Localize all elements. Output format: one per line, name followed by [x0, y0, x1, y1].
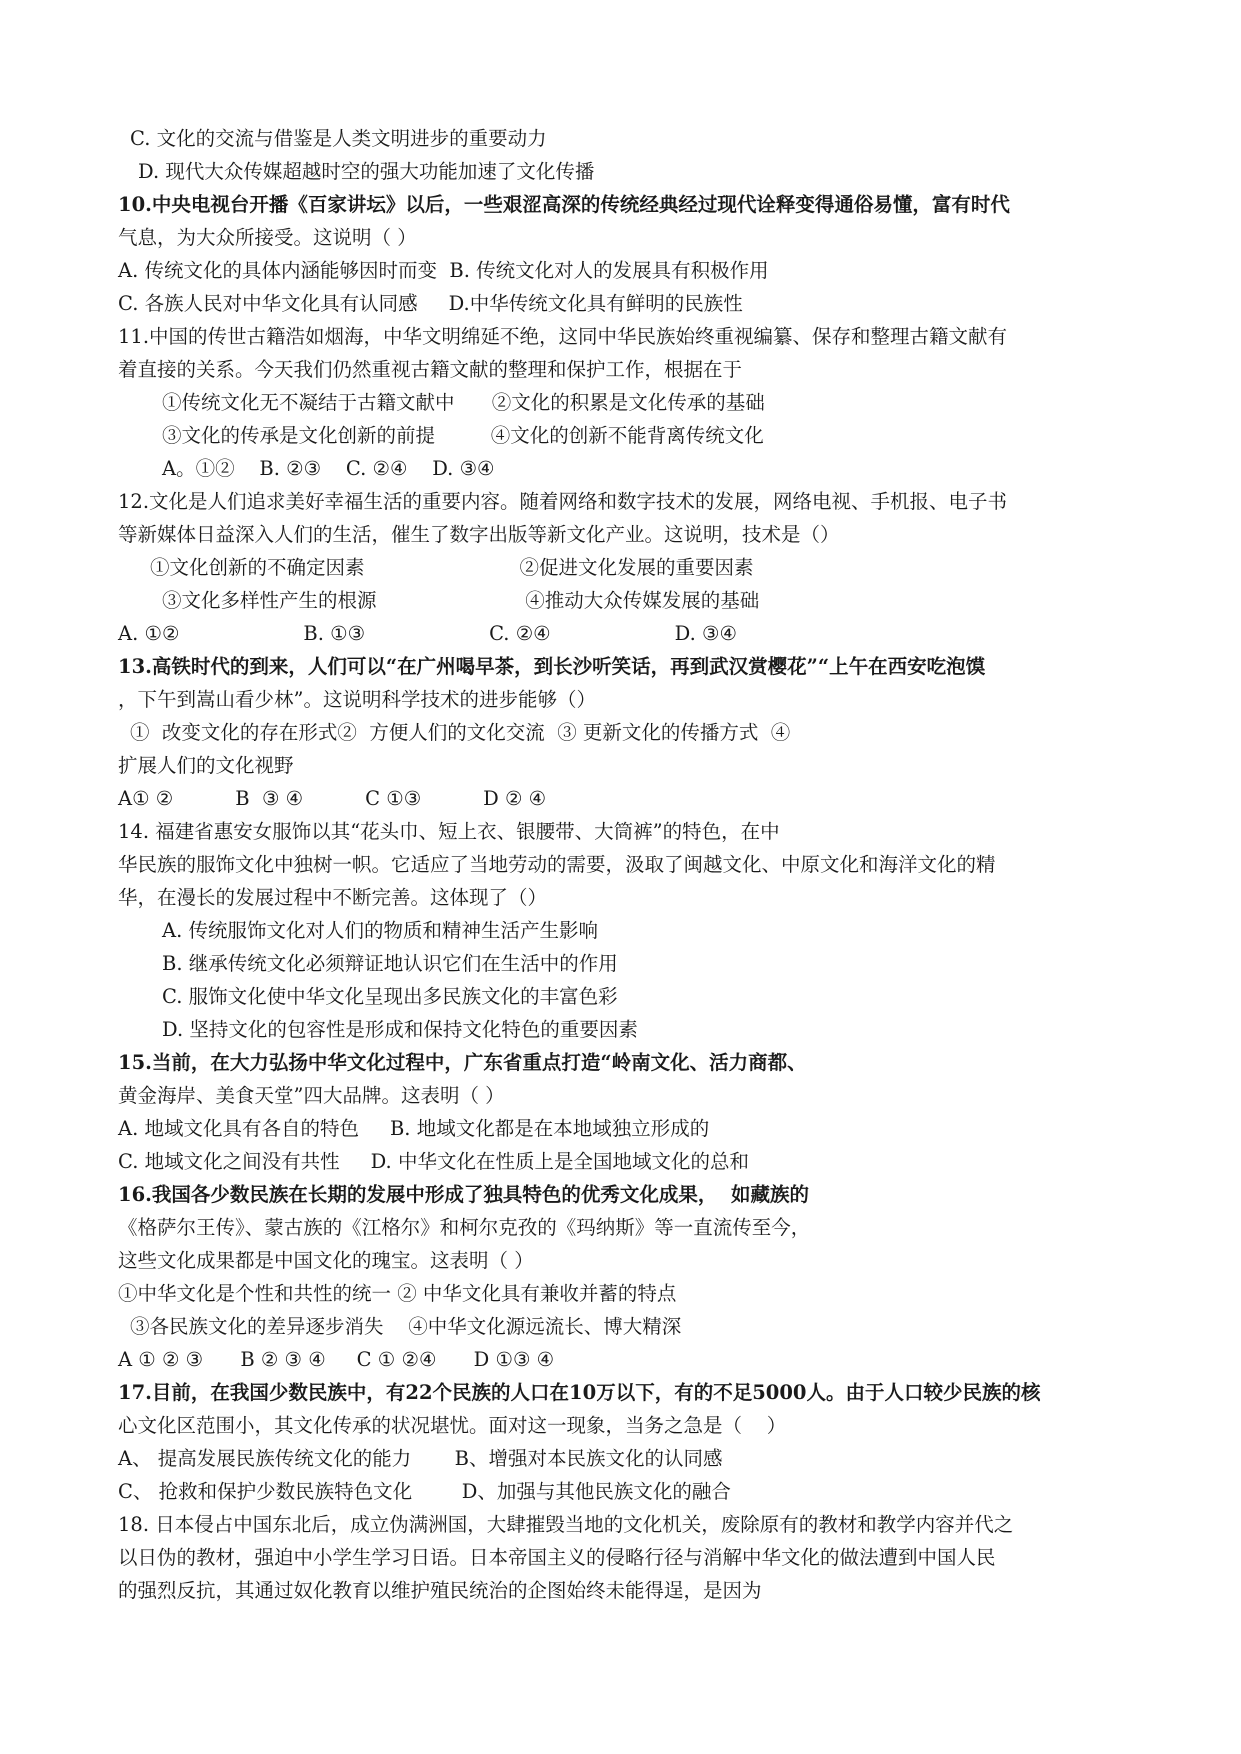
- text-line: 着直接的关系。今天我们仍然重视古籍文献的整理和保护工作，根据在于: [118, 358, 743, 381]
- question-17: 17.目前，在我国少数民族中，有22个民族的人口在10万以下，有的不足5000人。由于人口较少民族的核: [118, 1381, 1041, 1404]
- question-11: 11.中国的传世古籍浩如烟海，中华文明绵延不绝，这同中华民族始终重视编纂、保存和整理古籍文献有: [118, 325, 1008, 348]
- answer-option: A. 地域文化具有各自的特色 B. 地域文化都是在本地域独立形成的: [118, 1117, 710, 1140]
- answer-option: A、 提高发展民族传统文化的能力 B、增强对本民族文化的认同感: [118, 1447, 723, 1470]
- answer-option: A① ② B ③ ④ C ①③ D ② ④: [118, 787, 547, 810]
- question-12: 12.文化是人们追求美好幸福生活的重要内容。随着网络和数字技术的发展，网络电视、手机报、电子书: [118, 490, 1008, 513]
- question-14: 14. 福建省惠安女服饰以其“花头巾、短上衣、银腰带、大筒裤”的特色，在中: [118, 820, 780, 843]
- text-line: 黄金海岸、美食天堂”四大品牌。这表明（ ）: [118, 1084, 505, 1107]
- text-line: 华民族的服饰文化中独树一帜。它适应了当地劳动的需要，汲取了闽越文化、中原文化和海洋文化的精: [118, 853, 996, 876]
- text-line: D. 现代大众传媒超越时空的强大功能加速了文化传播: [138, 160, 595, 183]
- statement-option: ①文化创新的不确定因素 ②促进文化发展的重要因素: [150, 556, 754, 579]
- text-line: 扩展人们的文化视野: [118, 754, 294, 777]
- text-line: 以日伪的教材，强迫中小学生学习日语。日本帝国主义的侵略行径与消解中华文化的做法遭到中国人民: [118, 1546, 996, 1569]
- answer-option: A。①② B. ②③ C. ②④ D. ③④: [162, 457, 495, 480]
- answer-option: A. 传统服饰文化对人们的物质和精神生活产生影响: [162, 919, 598, 942]
- question-15: 15.当前，在大力弘扬中华文化过程中，广东省重点打造“岭南文化、活力商都、: [118, 1051, 807, 1074]
- statement-option: ③各民族文化的差异逐步消失 ④中华文化源远流长、博大精深: [130, 1315, 682, 1338]
- text-line: 等新媒体日益深入人们的生活，催生了数字出版等新文化产业。这说明，技术是（）: [118, 523, 840, 546]
- answer-option: A. ①② B. ①③ C. ②④ D. ③④: [118, 622, 737, 645]
- answer-option: C. 地域文化之间没有共性 D. 中华文化在性质上是全国地域文化的总和: [118, 1150, 749, 1173]
- answer-option: C、 抢救和保护少数民族特色文化 D、加强与其他民族文化的融合: [118, 1480, 731, 1503]
- answer-option: C. 各族人民对中华文化具有认同感 D.中华传统文化具有鲜明的民族性: [118, 292, 743, 315]
- statement-option: ①传统文化无不凝结于古籍文献中 ②文化的积累是文化传承的基础: [162, 391, 765, 414]
- text-line: 《格萨尔王传》、蒙古族的《江格尔》和柯尔克孜的《玛纳斯》等一直流传至今，: [118, 1216, 811, 1239]
- question-18: 18. 日本侵占中国东北后，成立伪满洲国，大肆摧毁当地的文化机关，废除原有的教材和教学内容并代之: [118, 1513, 1014, 1536]
- text-line: 的强烈反抗，其通过奴化教育以维护殖民统治的企图始终未能得逞，是因为: [118, 1579, 762, 1602]
- answer-option: A ① ② ③ B ② ③ ④ C ① ②④ D ①③ ④: [118, 1348, 555, 1371]
- text-line: 气息，为大众所接受。这说明（ ）: [118, 226, 417, 249]
- question-10: 10.中央电视台开播《百家讲坛》以后，一些艰涩高深的传统经典经过现代诠释变得通俗易懂，富有时代: [118, 193, 1010, 216]
- text-line: C. 文化的交流与借鉴是人类文明进步的重要动力: [130, 127, 547, 150]
- statement-option: ③文化的传承是文化创新的前提 ④文化的创新不能背离传统文化: [162, 424, 764, 447]
- statement-option: ①中华文化是个性和共性的统一 ② 中华文化具有兼收并蓄的特点: [118, 1282, 677, 1305]
- text-line: 这些文化成果都是中国文化的瑰宝。这表明（ ）: [118, 1249, 534, 1272]
- text-line: 心文化区范围小，其文化传承的状况堪忧。面对这一现象，当务之急是（ ）: [118, 1414, 787, 1437]
- question-16: 16.我国各少数民族在长期的发展中形成了独具特色的优秀文化成果， 如藏族的: [118, 1183, 810, 1206]
- text-line: ，下午到嵩山看少林”。这说明科学技术的进步能够（）: [118, 688, 596, 711]
- answer-option: D. 坚持文化的包容性是形成和保持文化特色的重要因素: [162, 1018, 638, 1041]
- question-13: 13.高铁时代的到来，人们可以“在广州喝早茶，到长沙听笑话，再到武汉赏樱花”“上午在西安吃泡馍: [118, 655, 986, 678]
- statement-option: ① 改变文化的存在形式② 方便人们的文化交流 ③ 更新文化的传播方式 ④: [130, 721, 791, 744]
- answer-option: A. 传统文化的具体内涵能够因时而变 B. 传统文化对人的发展具有积极作用: [118, 259, 769, 282]
- answer-option: C. 服饰文化使中华文化呈现出多民族文化的丰富色彩: [162, 985, 618, 1008]
- text-line: 华，在漫长的发展过程中不断完善。这体现了（）: [118, 886, 548, 909]
- statement-option: ③文化多样性产生的根源 ④推动大众传媒发展的基础: [162, 589, 760, 612]
- answer-option: B. 继承传统文化必须辩证地认识它们在生活中的作用: [162, 952, 618, 975]
